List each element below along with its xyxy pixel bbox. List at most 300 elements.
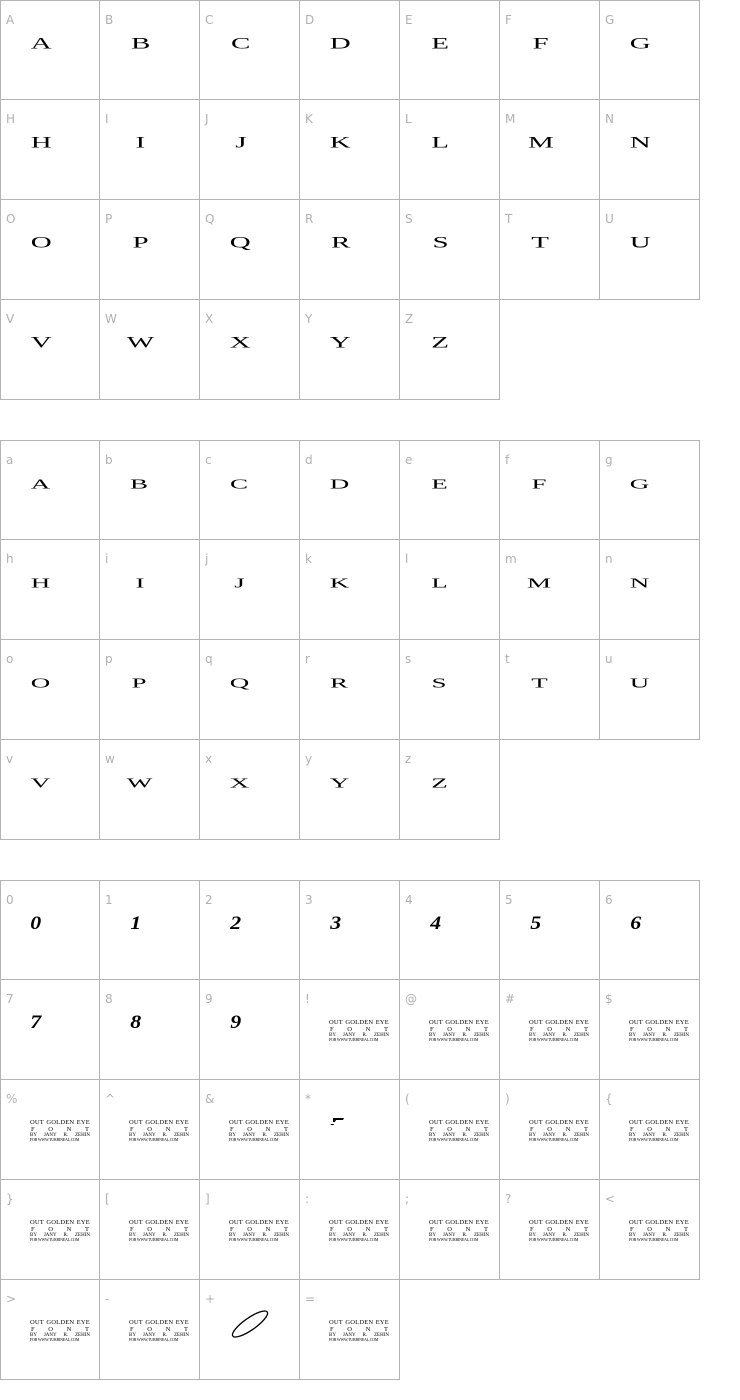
glyph-preview (300, 230, 399, 260)
char-cell (0, 1280, 100, 1380)
char-label: U (605, 212, 614, 226)
char-cell (400, 200, 500, 300)
glyph-preview (100, 911, 199, 941)
glyph-char: L (431, 134, 450, 152)
glyph-char: S (432, 234, 449, 252)
char-cell (600, 100, 700, 200)
glyph-preview (100, 31, 199, 61)
char-cell (500, 440, 600, 540)
char-cell (400, 740, 500, 840)
placeholder-line: F O N T (230, 1125, 288, 1133)
char-label: V (6, 312, 15, 326)
placeholder-line: BY JANY R. ZEHIN (629, 1033, 689, 1038)
glyph-char: 4 (430, 913, 441, 934)
lowercase-charmap (0, 440, 700, 840)
glyph-preview (400, 230, 499, 260)
glyph-char: Q (230, 234, 251, 252)
char-cell (300, 540, 400, 640)
glyph-char: 7 (30, 1012, 42, 1033)
placeholder-line: F O N T (630, 1225, 688, 1233)
char-label: y (305, 752, 313, 766)
char-cell (100, 980, 200, 1080)
placeholder-line: BY JANY R. ZEHIN (329, 1033, 389, 1038)
char-cell (300, 1280, 400, 1380)
placeholder-line: F O N T (230, 1225, 288, 1233)
missing-glyph-placeholder (529, 1220, 589, 1242)
placeholder-line: F O N T (130, 1125, 188, 1133)
glyph-char: T (531, 234, 550, 252)
glyph-char: H (30, 134, 52, 152)
glyph-preview (400, 770, 499, 800)
char-cell (200, 200, 300, 300)
char-cell (300, 200, 400, 300)
char-cell (200, 540, 300, 640)
char-cell (100, 740, 200, 840)
placeholder-line: OUT GOLDEN EYE (429, 1219, 489, 1226)
glyph-preview (1, 130, 99, 160)
char-label: m (505, 552, 517, 566)
glyph-char: 3 (330, 913, 341, 934)
char-cell (100, 640, 200, 740)
char-cell (600, 540, 700, 640)
placeholder-line: OUT GOLDEN EYE (629, 1219, 689, 1226)
glyph-char: 8 (130, 1012, 141, 1033)
placeholder-line: FOR WWW.TURBINEAL.COM (129, 1237, 179, 1242)
glyph-char: H (30, 575, 50, 591)
glyph-char: L (431, 575, 448, 591)
placeholder-line: FOR WWW.TURBINEAL.COM (629, 1037, 679, 1042)
glyph-preview (600, 570, 699, 600)
char-label: ! (305, 992, 310, 1006)
char-label: l (405, 552, 409, 566)
glyph-preview (500, 130, 599, 160)
missing-glyph-placeholder (429, 1120, 489, 1142)
char-cell (100, 1080, 200, 1180)
char-cell (500, 1080, 600, 1180)
char-cell (0, 300, 100, 400)
char-label: w (105, 752, 115, 766)
missing-glyph-placeholder (429, 1220, 489, 1242)
glyph-char: G (629, 476, 650, 492)
char-label: k (305, 552, 312, 566)
char-cell (300, 740, 400, 840)
char-label: & (205, 1092, 215, 1106)
glyph-preview (100, 1010, 199, 1040)
glyph-char: I (135, 134, 146, 152)
missing-glyph-placeholder (229, 1220, 289, 1242)
placeholder-line: FOR WWW.TURBINEAL.COM (529, 1237, 579, 1242)
glyph-preview (300, 770, 399, 800)
placeholder-line: F O N T (130, 1225, 188, 1233)
placeholder-line: F O N T (330, 1025, 388, 1033)
char-label: g (605, 453, 613, 467)
glyph-char: Z (431, 334, 450, 352)
glyph-char: W (126, 334, 155, 352)
char-label: + (205, 1292, 216, 1306)
glyph-char: N (629, 575, 650, 591)
char-cell (500, 0, 600, 100)
char-cell (600, 1180, 700, 1280)
glyph-preview (1, 471, 99, 501)
placeholder-line: OUT GOLDEN EYE (229, 1119, 289, 1126)
char-cell (0, 440, 100, 540)
placeholder-line: F O N T (31, 1325, 89, 1333)
char-label: v (6, 752, 14, 766)
missing-glyph-placeholder (629, 1020, 689, 1042)
placeholder-line: F O N T (31, 1125, 89, 1133)
glyph-char: Y (329, 775, 350, 791)
char-cell (500, 200, 600, 300)
char-cell (600, 1080, 700, 1180)
char-cell (0, 0, 100, 100)
char-label: 4 (405, 893, 413, 907)
placeholder-line: F O N T (530, 1225, 588, 1233)
char-label: x (205, 752, 213, 766)
char-cell (300, 1080, 400, 1180)
char-label: J (205, 112, 209, 126)
glyph-preview (100, 330, 199, 360)
dash-glyph-icon (330, 1118, 344, 1126)
placeholder-line: BY JANY R. ZEHIN (129, 1233, 189, 1238)
glyph-char: T (531, 675, 548, 691)
glyph-preview (300, 911, 399, 941)
char-cell (200, 640, 300, 740)
glyph-char: V (30, 334, 52, 352)
glyph-preview (400, 471, 499, 501)
char-label: u (605, 652, 613, 666)
glyph-preview (300, 471, 399, 501)
placeholder-line: BY JANY R. ZEHIN (429, 1233, 489, 1238)
char-label: Z (405, 312, 414, 326)
glyph-char: N (630, 134, 651, 152)
char-cell (300, 880, 400, 980)
glyph-preview (1, 1010, 99, 1040)
char-label: e (405, 453, 413, 467)
char-cell (500, 640, 600, 740)
char-cell (200, 300, 300, 400)
char-label: 6 (605, 893, 613, 907)
glyph-char: S (431, 675, 448, 691)
char-label: c (205, 453, 212, 467)
placeholder-line: OUT GOLDEN EYE (329, 1019, 389, 1026)
char-label: W (105, 312, 117, 326)
placeholder-line: F O N T (630, 1125, 688, 1133)
glyph-char: U (630, 234, 651, 252)
missing-glyph-placeholder (529, 1120, 589, 1142)
placeholder-line: FOR WWW.TURBINEAL.COM (329, 1237, 379, 1242)
glyph-preview (200, 770, 299, 800)
placeholder-line: FOR WWW.TURBINEAL.COM (129, 1337, 179, 1342)
ellipse-glyph-icon (228, 1308, 272, 1340)
glyph-char: C (230, 476, 249, 492)
glyph-char: O (30, 234, 52, 252)
glyph-preview (400, 130, 499, 160)
placeholder-line: F O N T (430, 1025, 488, 1033)
char-cell (400, 100, 500, 200)
placeholder-line: OUT GOLDEN EYE (129, 1219, 189, 1226)
char-label: ] (205, 1192, 210, 1206)
placeholder-line: F O N T (31, 1225, 89, 1233)
char-label: 2 (205, 893, 213, 907)
glyph-char: Q (229, 675, 250, 691)
char-label: G (605, 13, 615, 27)
char-cell (600, 980, 700, 1080)
glyph-char: V (30, 775, 50, 791)
char-label: ( (405, 1092, 410, 1106)
char-cell (500, 980, 600, 1080)
glyph-preview (400, 31, 499, 61)
placeholder-line: FOR WWW.TURBINEAL.COM (429, 1037, 479, 1042)
placeholder-line: BY JANY R. ZEHIN (629, 1133, 689, 1138)
placeholder-line: FOR WWW.TURBINEAL.COM (229, 1237, 279, 1242)
char-label: b (105, 453, 113, 467)
char-label: 7 (6, 992, 14, 1006)
glyph-preview (200, 911, 299, 941)
placeholder-line: F O N T (430, 1125, 488, 1133)
char-cell (400, 440, 500, 540)
char-label: K (305, 112, 313, 126)
placeholder-line: FOR WWW.TURBINEAL.COM (629, 1237, 679, 1242)
char-cell (400, 540, 500, 640)
char-label: i (105, 552, 109, 566)
missing-glyph-placeholder (529, 1020, 589, 1042)
char-label: = (305, 1292, 316, 1306)
glyph-char: F (531, 476, 548, 492)
char-cell (300, 100, 400, 200)
char-label: I (105, 112, 109, 126)
char-label: O (6, 212, 16, 226)
placeholder-line: FOR WWW.TURBINEAL.COM (129, 1137, 179, 1142)
glyph-preview (300, 130, 399, 160)
char-label: F (505, 13, 512, 27)
glyph-preview (500, 570, 599, 600)
glyph-preview (400, 330, 499, 360)
placeholder-line: BY JANY R. ZEHIN (429, 1133, 489, 1138)
placeholder-line: BY JANY R. ZEHIN (30, 1133, 90, 1138)
placeholder-line: BY JANY R. ZEHIN (129, 1333, 189, 1338)
placeholder-line: BY JANY R. ZEHIN (229, 1133, 289, 1138)
char-label: ; (405, 1192, 410, 1206)
placeholder-line: OUT GOLDEN EYE (129, 1119, 189, 1126)
glyph-char: U (629, 675, 650, 691)
uppercase-charmap (0, 0, 700, 400)
glyph-preview (300, 570, 399, 600)
placeholder-line: BY JANY R. ZEHIN (329, 1333, 389, 1338)
glyph-char: 0 (30, 913, 42, 934)
glyph-char: A (30, 35, 52, 53)
char-cell (100, 200, 200, 300)
char-cell (0, 540, 100, 640)
placeholder-line: FOR WWW.TURBINEAL.COM (30, 1237, 80, 1242)
glyph-preview (200, 31, 299, 61)
placeholder-line: BY JANY R. ZEHIN (529, 1133, 589, 1138)
missing-glyph-placeholder (129, 1220, 189, 1242)
placeholder-line: BY JANY R. ZEHIN (529, 1233, 589, 1238)
placeholder-line: OUT GOLDEN EYE (30, 1119, 90, 1126)
char-cell (200, 100, 300, 200)
glyph-char: X (229, 775, 250, 791)
placeholder-line: FOR WWW.TURBINEAL.COM (329, 1037, 379, 1042)
char-label: * (305, 1092, 311, 1106)
glyph-preview (300, 330, 399, 360)
char-label: A (6, 13, 15, 27)
missing-glyph-placeholder (229, 1120, 289, 1142)
placeholder-line: FOR WWW.TURBINEAL.COM (529, 1137, 579, 1142)
glyph-char: K (329, 575, 350, 591)
char-cell (500, 540, 600, 640)
glyph-preview (200, 670, 299, 700)
missing-glyph-placeholder (329, 1320, 389, 1342)
char-cell (300, 440, 400, 540)
char-cell (600, 440, 700, 540)
char-cell (100, 880, 200, 980)
glyph-preview (200, 230, 299, 260)
glyph-char: G (630, 35, 651, 53)
char-cell (200, 740, 300, 840)
missing-glyph-placeholder (129, 1320, 189, 1342)
char-cell (400, 980, 500, 1080)
char-label: R (305, 212, 314, 226)
glyph-char: R (330, 675, 349, 691)
missing-glyph-placeholder (30, 1320, 90, 1342)
char-cell (500, 1180, 600, 1280)
char-cell (400, 880, 500, 980)
placeholder-line: F O N T (330, 1225, 388, 1233)
glyph-preview (100, 570, 199, 600)
missing-glyph-placeholder (129, 1120, 189, 1142)
placeholder-line: F O N T (130, 1325, 188, 1333)
glyph-preview (200, 1010, 299, 1040)
char-label: D (305, 13, 315, 27)
char-cell (0, 980, 100, 1080)
glyph-char: P (131, 675, 148, 691)
placeholder-line: F O N T (530, 1025, 588, 1033)
placeholder-line: OUT GOLDEN EYE (429, 1019, 489, 1026)
char-label: } (6, 1192, 14, 1206)
char-cell (100, 1280, 200, 1380)
placeholder-line: OUT GOLDEN EYE (129, 1319, 189, 1326)
placeholder-line: BY JANY R. ZEHIN (629, 1233, 689, 1238)
char-label: L (405, 112, 412, 126)
char-cell (100, 300, 200, 400)
placeholder-line: OUT GOLDEN EYE (329, 1219, 389, 1226)
glyph-preview (1, 570, 99, 600)
char-label: [ (105, 1192, 110, 1206)
char-label: C (205, 13, 214, 27)
char-label: o (6, 652, 14, 666)
glyph-char: C (230, 35, 251, 53)
glyph-char: I (135, 575, 144, 591)
glyph-char: B (130, 476, 149, 492)
char-cell (200, 440, 300, 540)
glyph-preview (100, 670, 199, 700)
char-label: 1 (105, 893, 113, 907)
char-cell (400, 640, 500, 740)
glyph-preview (100, 471, 199, 501)
placeholder-line: FOR WWW.TURBINEAL.COM (529, 1037, 579, 1042)
glyph-char: B (130, 35, 151, 53)
glyph-char: 1 (130, 913, 141, 934)
glyph-preview (1, 31, 99, 61)
glyph-preview (600, 471, 699, 501)
char-label: d (305, 453, 313, 467)
placeholder-line: BY JANY R. ZEHIN (30, 1233, 90, 1238)
glyph-char: M (527, 134, 554, 152)
char-cell (0, 640, 100, 740)
char-label: @ (405, 992, 417, 1006)
glyph-char: R (330, 234, 351, 252)
glyph-char: F (532, 35, 549, 53)
char-label: N (605, 112, 614, 126)
glyph-preview (200, 570, 299, 600)
glyph-char: K (330, 134, 351, 152)
glyph-preview (1, 770, 99, 800)
placeholder-line: FOR WWW.TURBINEAL.COM (629, 1137, 679, 1142)
placeholder-line: OUT GOLDEN EYE (30, 1319, 90, 1326)
glyph-char: 6 (630, 913, 641, 934)
char-label: S (405, 212, 413, 226)
char-cell (500, 880, 600, 980)
glyph-preview (100, 130, 199, 160)
char-cell (200, 1080, 300, 1180)
char-label: H (6, 112, 16, 126)
char-label: : (305, 1192, 310, 1206)
char-cell (600, 0, 700, 100)
char-cell (500, 100, 600, 200)
char-cell (300, 300, 400, 400)
char-cell (400, 0, 500, 100)
glyph-preview (500, 230, 599, 260)
placeholder-line: FOR WWW.TURBINEAL.COM (30, 1137, 80, 1142)
placeholder-line: OUT GOLDEN EYE (629, 1019, 689, 1026)
glyph-char: Z (431, 775, 448, 791)
placeholder-line: OUT GOLDEN EYE (529, 1019, 589, 1026)
placeholder-line: FOR WWW.TURBINEAL.COM (229, 1137, 279, 1142)
placeholder-line: OUT GOLDEN EYE (229, 1219, 289, 1226)
char-label: T (505, 212, 513, 226)
glyph-preview (1, 230, 99, 260)
char-label: < (605, 1192, 616, 1206)
char-cell (300, 980, 400, 1080)
char-cell (100, 1180, 200, 1280)
glyph-preview (200, 130, 299, 160)
char-cell (0, 1180, 100, 1280)
placeholder-line: BY JANY R. ZEHIN (529, 1033, 589, 1038)
glyph-preview (600, 31, 699, 61)
glyph-preview (300, 31, 399, 61)
char-cell (0, 200, 100, 300)
placeholder-line: FOR WWW.TURBINEAL.COM (429, 1137, 479, 1142)
missing-glyph-placeholder (629, 1220, 689, 1242)
glyph-preview (500, 670, 599, 700)
char-label: p (105, 652, 113, 666)
glyph-char: E (431, 35, 450, 53)
glyph-preview (100, 230, 199, 260)
char-cell (300, 640, 400, 740)
char-label: P (105, 212, 113, 226)
char-cell (200, 1280, 300, 1380)
glyph-preview (400, 670, 499, 700)
char-cell (100, 100, 200, 200)
char-cell (100, 0, 200, 100)
glyph-char: X (230, 334, 251, 352)
char-label: % (6, 1092, 18, 1106)
glyph-char: P (132, 234, 149, 252)
glyph-char: O (30, 675, 50, 691)
char-cell (600, 640, 700, 740)
char-label: 3 (305, 893, 313, 907)
char-label: ) (505, 1092, 510, 1106)
